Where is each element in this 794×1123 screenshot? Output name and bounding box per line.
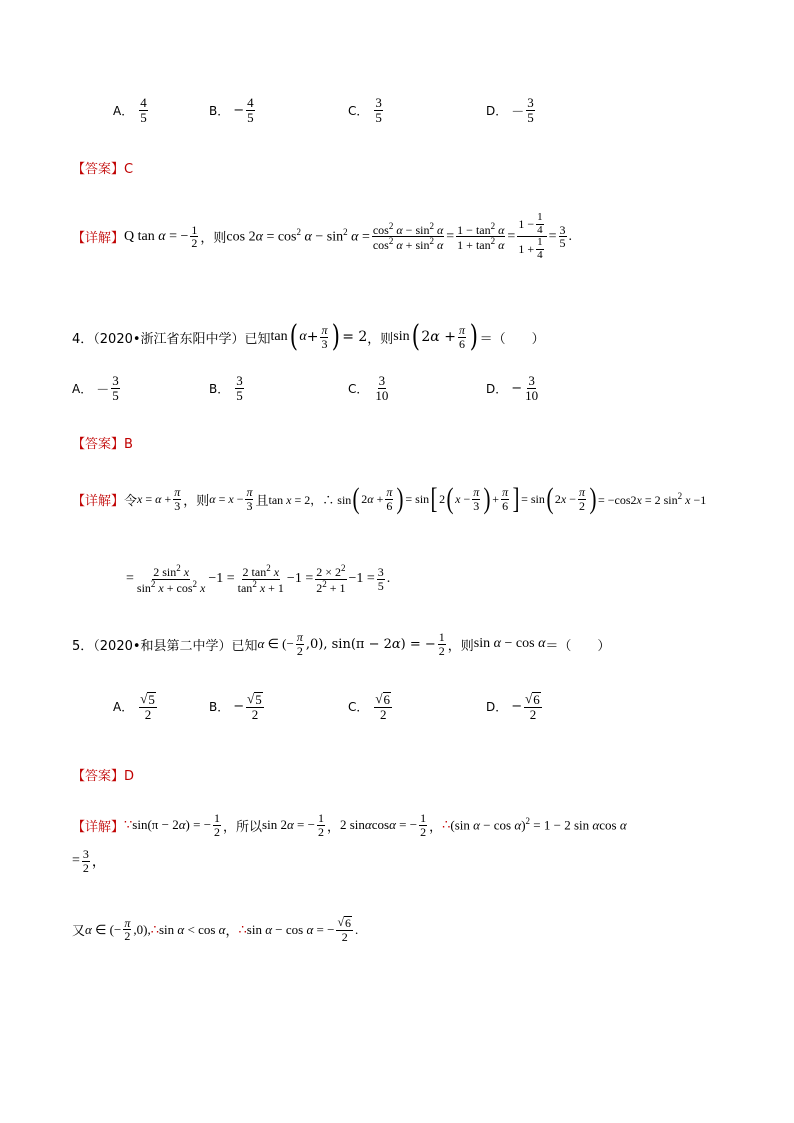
detail-bracket: 【详解】 [72, 819, 125, 835]
detail-text: ， [326, 819, 340, 835]
denominator: 5 [527, 109, 534, 125]
numerator: 3 [236, 373, 243, 388]
detail-text: ，则 [183, 493, 210, 509]
option-fraction [111, 374, 120, 402]
option-fraction [246, 692, 264, 721]
q3-option-c[interactable] [348, 96, 385, 124]
radicand: 6 [533, 692, 540, 707]
question-text: 5．（2020•和县第二中学）已知 [72, 638, 258, 654]
denominator: 2 [529, 706, 537, 722]
denominator: 5 [140, 109, 147, 125]
option-sign: − [511, 699, 523, 715]
option-label: A． [113, 103, 134, 118]
option-sign: − [233, 102, 245, 118]
question-text: ，则 [447, 638, 474, 654]
numerator: 3 [375, 95, 382, 110]
q3-option-d[interactable] [486, 96, 537, 124]
sqrt-icon: √ 5 [247, 691, 262, 707]
question-text: ＝（ ） [479, 331, 545, 347]
q3-detail: 【详解】 Q tan α = − $\frac{1}{2}$ ，则 $\cos 2\alpha = \cos^2 \alpha - \sin^2 \alpha$ = $\frac{\cos^2 \alpha - \sin^2 \alpha}{\cos^2 \alpha + \sin^2 \alpha}$ = $\frac{1 - \tan^2 \alpha}{1 + \tan^2 \alpha}$ = 1 − $\frac{1}{4}$ 1 + $\frac{1}{4}$ = $\frac{3}{5}$ . [72, 211, 573, 261]
answer-value: C [124, 162, 134, 177]
numerator: 3 [112, 373, 119, 388]
answer-value: B [124, 437, 133, 452]
sqrt-icon: √ 6 [525, 691, 540, 707]
numerator: 4 [140, 95, 147, 110]
option-fraction [374, 96, 383, 124]
sqrt-icon: √ 6 [375, 691, 391, 707]
q5-detail-line-1: 【详解】 ∵ sin(π − 2α) = − $\frac{1}{2}$ ，所以 sin 2α = − $\frac{1}{2}$ ， 2 sinαcosα = − $\frac{1}{2}$ ， ∴ (sin α − cos α)$^2$ = 1 − 2 sin αcos α [72, 811, 627, 839]
option-label: B． [209, 103, 230, 118]
detail-text: 令 [124, 493, 138, 509]
answer-bracket: 【答案】 [72, 769, 125, 784]
q5-option-d[interactable] [486, 692, 544, 721]
option-fraction [526, 96, 535, 124]
option-label: B． [209, 381, 230, 396]
option-label: C． [348, 700, 369, 715]
q4-detail-line-2: = $\frac{2 \sin^2 x}{\sin^2 x + \cos^2 x}$ −1 = $\frac{2 \tan^2 x}{\tan^2 x + 1}$ −1 = $\frac{2 \times 2^2}{2^2 + 1}$ −1 = $\frac{3}{5}$ . [126, 563, 391, 595]
denominator: 2 [379, 706, 387, 722]
option-label: A． [113, 700, 134, 715]
sqrt-icon: √ 5 [140, 691, 155, 707]
q4-option-a[interactable] [72, 374, 122, 402]
q5-option-b[interactable] [209, 692, 266, 721]
detail-text: 又 [72, 924, 86, 940]
option-sign: − [233, 699, 245, 715]
option-fraction [246, 96, 255, 124]
question-text: ＝（ ） [545, 638, 611, 654]
denominator: 10 [375, 387, 389, 403]
q4-detail-line-1: 【详解】 令 x = α + $\frac{\pi}{3}$ ，则 α = x − $\frac{\pi}{3}$ 且 tan x = 2，∴ sin ( 2α + $\frac{\pi}{6}$ ) = sin [ 2 ( x − $\frac{\pi}{3}$ ) + $\frac{\pi}{6}$ ] = sin ( 2x − $\frac{\pi}{2}$ ) = −cos2x = 2 $\sin^2 x -1$ [72, 482, 707, 515]
detail-bracket: 【详解】 [72, 493, 125, 509]
q4-answer [72, 433, 133, 452]
radicand: 5 [255, 692, 262, 707]
option-fraction [374, 374, 389, 402]
detail-text: ，所以 [223, 819, 263, 835]
option-label: D． [486, 700, 508, 715]
option-fraction [524, 374, 539, 402]
option-label: B． [209, 700, 230, 715]
numerator: 3 [378, 373, 386, 388]
q4-option-d[interactable] [486, 374, 541, 402]
radicand: 6 [383, 692, 391, 707]
detail-text: ，则 [200, 231, 227, 247]
question-5: 5．（2020•和县第二中学）已知 α ∈ (− $\frac{\pi}{2}$ ,0), sin(π − 2α) = − $\frac{1}{2}$ ，则 sin α − cos α ＝（ ） [72, 630, 611, 658]
q4-option-c[interactable] [348, 374, 391, 402]
question-text: 4．（2020•浙江省东阳中学）已知 [72, 331, 271, 347]
option-label: A． [72, 381, 93, 396]
option-sign: − [511, 380, 523, 396]
q5-detail-line-2: = $\frac{3}{2}$ ， [72, 847, 106, 875]
option-fraction [139, 96, 148, 124]
option-sign: － [511, 104, 525, 120]
denominator: 10 [525, 387, 539, 403]
q5-option-a[interactable] [113, 692, 159, 721]
q4-option-b[interactable] [209, 374, 246, 402]
radicand: 5 [148, 692, 155, 707]
question-4: 4．（2020•浙江省东阳中学）已知 tan ( α + $\frac{\pi}{3}$ ) = 2 ，则 sin ( 2α + $\frac{\pi}{6}$ ) ＝（ ） [72, 319, 545, 354]
denominator: 5 [247, 109, 254, 125]
option-fraction [235, 374, 244, 402]
numerator: 3 [528, 373, 535, 388]
q3-answer [72, 158, 133, 177]
option-label: D． [486, 103, 508, 118]
numerator: 4 [247, 95, 254, 110]
option-fraction [374, 692, 392, 721]
option-label: D． [486, 381, 508, 396]
option-fraction [139, 692, 157, 721]
detail-text: 且 [255, 493, 269, 509]
q3-option-b[interactable] [209, 96, 257, 124]
answer-bracket: 【答案】 [72, 437, 125, 452]
detail-bracket: 【详解】 [72, 231, 125, 247]
answer-value: D [124, 769, 135, 784]
q5-option-c[interactable] [348, 692, 394, 721]
q5-answer [72, 765, 134, 784]
denominator: 5 [375, 109, 382, 125]
q3-option-a[interactable] [113, 96, 150, 124]
numerator: 3 [527, 95, 534, 110]
option-label: C． [348, 381, 369, 396]
option-label: C． [348, 103, 369, 118]
q5-detail-line-3: 又 α ∈ (− $\frac{\pi}{2}$ ,0), ∴ sin α < cos α ， ∴ sin α − cos α = − √ 6 2 . [72, 915, 359, 944]
denominator: 5 [112, 387, 119, 403]
question-text: ，则 [367, 331, 394, 347]
answer-bracket: 【答案】 [72, 162, 125, 177]
denominator: 2 [144, 706, 152, 722]
denominator: 5 [236, 387, 243, 403]
denominator: 2 [251, 706, 259, 722]
option-sign: － [96, 382, 110, 398]
option-fraction [524, 692, 542, 721]
